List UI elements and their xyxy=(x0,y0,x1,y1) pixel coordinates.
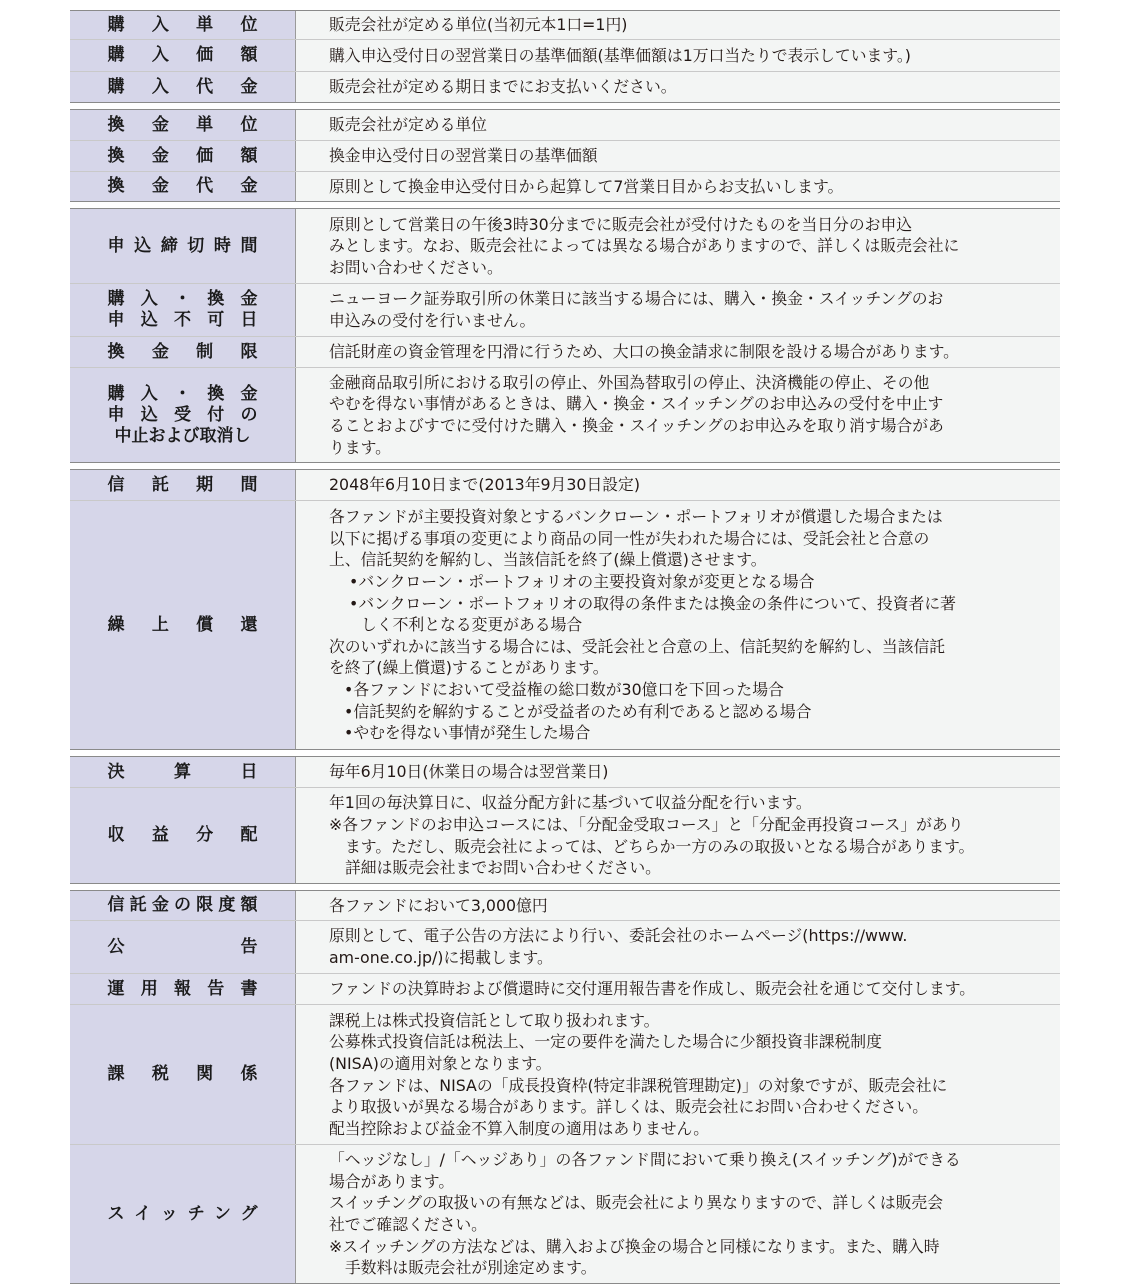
table-row xyxy=(70,39,1060,71)
table-row xyxy=(70,1004,1060,1144)
row-value: 原則として換金申込受付日から起算して7営業日目からお支払いします。 xyxy=(296,172,1060,201)
row-value: 換金申込受付日の翌営業日の基準価額 xyxy=(296,141,1060,171)
row-label: 課税関係 xyxy=(70,1005,296,1144)
table-row xyxy=(70,1144,1060,1283)
table-row xyxy=(70,71,1060,102)
trust-period-group xyxy=(70,469,1060,750)
table-row xyxy=(70,973,1060,1004)
table-row xyxy=(70,283,1060,336)
row-value: 原則として、電子公告の方法により行い、委託会社のホームページ(https://www. am-one.co.jp/)に掲載します。 xyxy=(296,921,1060,973)
row-label: 収益分配 xyxy=(70,788,296,883)
row-value: 「ヘッジなし」/「ヘッジあり」の各ファンド間において乗り換え(スイッチング)ができる 場合があります。 スイッチングの取扱いの有無などは、販売会社により異なりますので、詳しくは販売会 社でご確認ください。 ※スイッチングの方法などは、購入および換金の場合と同様になります。また、購入時 手数料は販売会社が別途定めます。 xyxy=(296,1145,1060,1283)
row-value: 信託財産の資金管理を円滑に行うため、大口の換金請求に制限を設ける場合があります。 xyxy=(296,337,1060,367)
row-label: 運用報告書 xyxy=(70,974,296,1004)
row-label: スイッチング xyxy=(70,1145,296,1283)
table-row xyxy=(70,171,1060,201)
row-value: 販売会社が定める期日までにお支払いください。 xyxy=(296,72,1060,102)
table-row xyxy=(70,891,1060,920)
row-label: 決算日 xyxy=(70,757,296,787)
row-label: 換金制限 xyxy=(70,337,296,367)
table-row xyxy=(70,757,1060,787)
redemption-group xyxy=(70,109,1060,202)
row-label: 信託期間 xyxy=(70,470,296,500)
purchase-group xyxy=(70,10,1060,103)
table-row xyxy=(70,110,1060,140)
table-row xyxy=(70,140,1060,171)
row-value: 毎年6月10日(休業日の場合は翌営業日) xyxy=(296,757,1060,787)
settlement-group xyxy=(70,756,1060,884)
row-value: 2048年6月10日まで(2013年9月30日設定) xyxy=(296,470,1060,500)
table-row xyxy=(70,920,1060,973)
row-label: 購入単位 xyxy=(70,11,296,39)
row-label: 換金価額 xyxy=(70,141,296,171)
row-label: 換金単位 xyxy=(70,110,296,140)
row-label: 換金代金 xyxy=(70,172,296,201)
fund-terms-table xyxy=(70,10,1060,1284)
row-value: 購入申込受付日の翌営業日の基準価額(基準価額は1万口当たりで表示しています。) xyxy=(296,40,1060,71)
row-value: 各ファンドが主要投資対象とするバンクローン・ポートフォリオが償還した場合または 以下に掲げる事項の変更により商品の同一性が失われた場合には、受託会社と合意の 上、信託契約を解約し、当該信託を終了(繰上償還)させます。 •バンクローン・ポートフォリオの主要投資対象が変更となる場合 •バンクローン・ポートフォリオの取得の条件または換金の条件について、投資者に著 しく不利となる変更がある場合 次のいずれかに該当する場合には、受託会社と合意の上、信託契約を解約し、当該信託 を終了(繰上償還)することがあります。 •各ファンドにおいて受益権の総口数が30億口を下回った場合 •信託契約を解約することが受益者のため有利であると認める場合 •やむを得ない事情が発生した場合 xyxy=(296,501,1060,749)
row-value: 原則として営業日の午後3時30分までに販売会社が受付けたものを当日分のお申込 みとします。なお、販売会社によっては異なる場合がありますので、詳しくは販売会社に お問い合わせください。 xyxy=(296,209,1060,283)
row-value: 年1回の毎決算日に、収益分配方針に基づいて収益分配を行います。 ※各ファンドのお申込コースには、「分配金受取コース」と「分配金再投資コース」があり ます。ただし、販売会社によっては、どちらか一方のみの取扱いとなる場合があります。 詳細は販売会社までお問い合わせください。 xyxy=(296,788,1060,883)
table-row xyxy=(70,500,1060,749)
row-label: 申込締切時間 xyxy=(70,209,296,283)
row-label: 購入代金 xyxy=(70,72,296,102)
row-label: 購入・換金 申込受付の 中止および取消し xyxy=(70,368,296,462)
row-value: 課税上は株式投資信託として取り扱われます。 公募株式投資信託は税法上、一定の要件を満たした場合に少額投資非課税制度 (NISA)の適用対象となります。 各ファンドは、NISAの「成長投資枠(特定非課税管理勘定)」の対象ですが、販売会社に より取扱いが異なる場合があります。詳しくは、販売会社にお問い合わせください。 配当控除および益金不算入制度の適用はありません。 xyxy=(296,1005,1060,1144)
row-value: 販売会社が定める単位 xyxy=(296,110,1060,140)
row-label: 繰上償還 xyxy=(70,501,296,749)
table-row xyxy=(70,367,1060,462)
row-value: 販売会社が定める単位(当初元本1口=1円) xyxy=(296,11,1060,39)
row-value: 金融商品取引所における取引の停止、外国為替取引の停止、決済機能の停止、その他 やむを得ない事情があるときは、購入・換金・スイッチングのお申込みの受付を中止す ることおよびすでに受付けた購入・換金・スイッチングのお申込みを取り消す場合があ ります。 xyxy=(296,368,1060,462)
row-label: 信託金の限度額 xyxy=(70,891,296,920)
table-row xyxy=(70,470,1060,500)
row-value: ニューヨーク証券取引所の休業日に該当する場合には、購入・換金・スイッチングのお 申込みの受付を行いません。 xyxy=(296,284,1060,336)
row-value: ファンドの決算時および償還時に交付運用報告書を作成し、販売会社を通じて交付します。 xyxy=(296,974,1060,1004)
application-group xyxy=(70,208,1060,463)
other-group xyxy=(70,890,1060,1284)
row-value: 各ファンドにおいて3,000億円 xyxy=(296,891,1060,920)
row-label: 購入・換金 申込不可日 xyxy=(70,284,296,336)
table-row xyxy=(70,209,1060,283)
table-row xyxy=(70,11,1060,39)
row-label: 公告 xyxy=(70,921,296,973)
table-row xyxy=(70,787,1060,883)
table-row xyxy=(70,336,1060,367)
row-label: 購入価額 xyxy=(70,40,296,71)
